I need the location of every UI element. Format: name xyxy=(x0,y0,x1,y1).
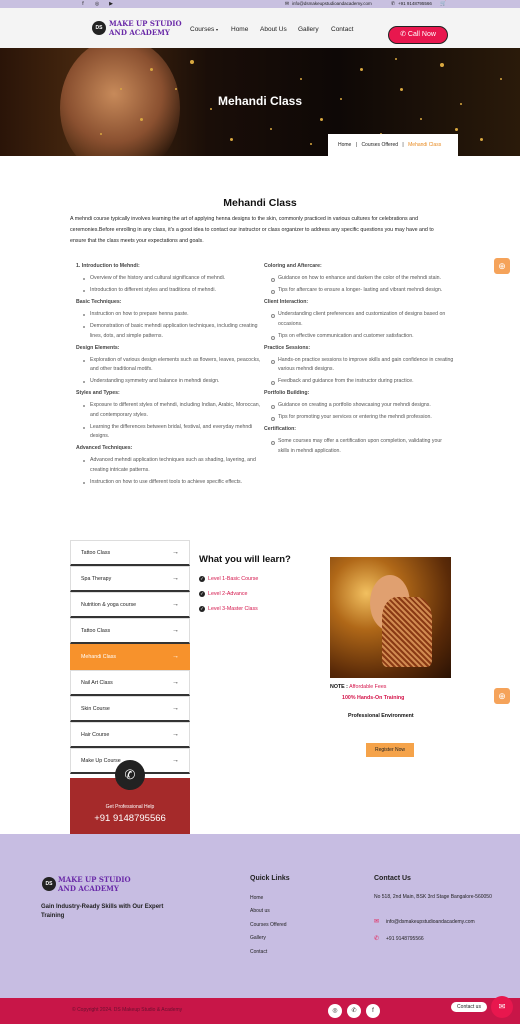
nav-contact[interactable]: Contact xyxy=(331,26,354,33)
section-bullet: Feedback and guidance from the instructor during practice. xyxy=(264,377,454,387)
breadcrumb: Home | Courses Offered | Mehandi Class xyxy=(328,134,458,156)
section-bullet: Instruction on how to use different tools to achieve specific effects. xyxy=(76,478,261,488)
syllabus-left-column xyxy=(76,262,261,490)
sidebar-item-label: Make Up Course xyxy=(81,758,121,764)
sidebar-item-label: Skin Course xyxy=(81,706,110,712)
sidebar-item[interactable] xyxy=(70,722,190,748)
sparkle-dot xyxy=(175,88,177,90)
youtube-icon[interactable]: ▶ xyxy=(109,1,113,7)
facebook-icon[interactable]: f xyxy=(82,1,84,7)
sparkle-dot xyxy=(270,128,272,130)
section-bullet: Tips for aftercare to ensure a longer- lasting and vibrant mehndi design. xyxy=(264,286,454,296)
arrow-right-icon: → xyxy=(172,549,179,556)
sparkle-dot xyxy=(190,60,194,64)
footer-logo-line1: MAKE UP STUDIO xyxy=(58,875,131,884)
arrow-right-icon: → xyxy=(172,705,179,712)
sidebar-item-label: Tattoo Class xyxy=(81,550,111,556)
nav-home[interactable]: Home xyxy=(231,26,249,33)
call-now-button[interactable]: ✆ Call Now xyxy=(388,26,448,44)
note-line: NOTE : Affordable Fees xyxy=(330,684,387,690)
sparkle-dot xyxy=(480,138,483,141)
section-bullet: Learning the differences between bridal, festival, and everyday mehndi designs. xyxy=(76,423,261,442)
section-bullet: Exposure to different styles of mehndi, including Indian, Arabic, Moroccan, and contemporary styles. xyxy=(76,401,261,420)
arrow-right-icon: → xyxy=(172,757,179,764)
sidebar-item-label: Hair Course xyxy=(81,732,110,738)
sidebar-item-label: Spa Therapy xyxy=(81,576,112,582)
instagram-icon[interactable]: ◎ xyxy=(328,1004,342,1018)
footer-link-about[interactable]: About us xyxy=(250,908,270,914)
section-heading: Design Elements: xyxy=(76,344,120,351)
side-float-icon[interactable]: ⊕ xyxy=(494,688,510,704)
footer-tagline: Gain Industry-Ready Skills with Our Expert Training xyxy=(41,904,164,919)
topbar-phone[interactable]: +91 9148795566 xyxy=(398,1,432,6)
footer-logo-line2: AND ACADEMY xyxy=(58,884,119,893)
footer-link-contact[interactable]: Contact xyxy=(250,949,268,955)
environment-text: Professional Environment xyxy=(348,713,414,719)
sparkle-dot xyxy=(420,118,422,120)
section-bullet: Guidance on how to enhance and darken the color of the mehndi stain. xyxy=(264,274,454,284)
section-heading: Coloring and Aftercare: xyxy=(264,263,322,269)
section-heading: Portfolio Building: xyxy=(264,390,310,396)
section-heading: Styles and Types: xyxy=(76,390,120,396)
sparkle-dot xyxy=(300,78,302,80)
arrow-right-icon: → xyxy=(172,731,179,738)
sparkle-dot xyxy=(100,133,102,135)
footer-address: No 518, 2nd Main, BSK 3rd Stage Bangalore-560050 xyxy=(374,894,492,900)
phone-icon[interactable]: ✆ xyxy=(115,760,145,790)
section-bullet: Exploration of various design elements such as flowers, leaves, peacocks, and other traditional motifs. xyxy=(76,356,261,375)
section-bullet: Tips for promoting your services or entering the mehndi profession. xyxy=(264,413,454,423)
sparkle-dot xyxy=(230,138,233,141)
sidebar-item[interactable] xyxy=(70,592,190,618)
learn-item: ✓ Level 1-Basic Course xyxy=(200,576,259,582)
section-heading: Basic Techniques: xyxy=(76,299,122,305)
hands-on-text: 100% Hands-On Training xyxy=(342,695,405,701)
arrow-right-icon: → xyxy=(172,679,179,686)
phone-icon: ✆ xyxy=(400,31,406,38)
arrow-right-icon: → xyxy=(172,575,179,582)
sparkle-dot xyxy=(395,58,397,60)
section-bullet: Guidance on creating a portfolio showcasing your mehndi designs. xyxy=(264,401,454,411)
section-heading: 1. Introduction to Mehndi: xyxy=(76,263,140,269)
learn-item: ✓ Level 3-Master Class xyxy=(200,606,258,612)
section-bullet: Advanced mehndi application techniques such as shading, layering, and creating intricate patterns. xyxy=(76,456,261,475)
mail-icon: ✉ xyxy=(284,1,290,7)
section-bullet: Introduction to different styles and traditions of mehndi. xyxy=(76,286,261,296)
sidebar-item[interactable] xyxy=(70,644,190,670)
photo-hand xyxy=(382,597,432,667)
top-bar xyxy=(0,0,520,8)
sidebar-item[interactable] xyxy=(70,540,190,566)
whatsapp-icon[interactable]: ✆ xyxy=(347,1004,361,1018)
help-label: Get Professional Help xyxy=(105,804,155,810)
mail-icon: ✉ xyxy=(374,919,380,925)
nav-gallery[interactable]: Gallery xyxy=(298,26,319,33)
sidebar-item-label: Nutrition & yoga course xyxy=(81,602,137,608)
sidebar-item-label: Mehandi Class xyxy=(81,654,117,660)
sidebar-item[interactable] xyxy=(70,618,190,644)
sparkle-dot xyxy=(455,128,458,131)
footer-logo-icon[interactable]: DS xyxy=(42,877,56,891)
learn-heading: What you will learn? xyxy=(199,554,291,565)
sparkle-dot xyxy=(310,143,312,145)
footer-email[interactable]: info@dsmakeupstudioandacademy.com xyxy=(386,919,475,925)
contact-heading: Contact Us xyxy=(374,875,411,882)
sidebar-item-label: Tattoo Class xyxy=(81,628,111,634)
topbar-email[interactable]: info@dsmakeupstudioandacademy.com xyxy=(292,1,372,6)
hero-title: Mehandi Class xyxy=(217,94,303,108)
cart-icon[interactable]: 🛒 xyxy=(440,1,447,7)
syllabus-right-column xyxy=(264,262,454,459)
learn-item: ✓ Level 2-Advance xyxy=(200,591,248,597)
breadcrumb-current: Mehandi Class xyxy=(408,142,442,148)
section-bullet: Demonstration of basic mehndi application techniques, including creating lines, dots, and simple patterns. xyxy=(76,322,261,341)
sidebar-item[interactable] xyxy=(70,670,190,696)
arrow-right-icon: → xyxy=(172,653,179,660)
arrow-right-icon: → xyxy=(172,627,179,634)
phone-icon: ✆ xyxy=(374,936,380,942)
section-heading: Advanced Techniques: xyxy=(76,445,133,451)
breadcrumb-home[interactable]: Home xyxy=(338,142,352,148)
sparkle-dot xyxy=(440,63,444,67)
facebook-icon[interactable]: f xyxy=(366,1004,380,1018)
footer-link-home[interactable]: Home xyxy=(250,895,264,901)
help-phone[interactable]: +91 9148795566 xyxy=(94,813,166,824)
site-footer xyxy=(0,834,520,998)
breadcrumb-courses[interactable]: Courses Offered xyxy=(361,142,399,148)
section-bullet: Hands-on practice sessions to improve skills and gain confidence in creating various mehndi designs. xyxy=(264,356,454,375)
sidebar-item-label: Nail Art Class xyxy=(81,680,113,686)
section-bullet: Some courses may offer a certification upon completion, validating your skills in mehndi application. xyxy=(264,437,454,456)
section-bullet: Tips on effective communication and customer satisfaction. xyxy=(264,332,454,342)
footer-link-courses[interactable]: Courses Offered xyxy=(250,922,287,928)
arrow-right-icon: → xyxy=(172,601,179,608)
intro-paragraph: A mehndi course typically involves learning the art of applying henna designs to the skin, commonly practiced in various cultures for celebrations and ceremonies.Before enrolling in any class, it's a good idea to contact our instructor or class organizer to address any specific questions you may have and to ensure that the class meets your expectations and goals. xyxy=(70,216,434,244)
contact-us-label[interactable]: Contact us xyxy=(451,1002,487,1012)
register-now-button[interactable]: Register Now xyxy=(366,743,414,757)
bottom-bar xyxy=(0,998,520,1024)
footer-link-gallery[interactable]: Gallery xyxy=(250,935,266,941)
section-bullet: Understanding client preferences and customization of designs based on occasions. xyxy=(264,310,454,329)
instagram-icon[interactable]: ◎ xyxy=(94,1,100,7)
page-title: Mehandi Class xyxy=(223,197,297,209)
nav-courses[interactable]: Courses ▾ xyxy=(190,26,219,33)
copyright: © Copyright 2024. DS Makeup Studio & Academy xyxy=(72,1007,183,1013)
sidebar-item[interactable] xyxy=(70,566,190,592)
sidebar-item[interactable] xyxy=(70,696,190,722)
sparkle-dot xyxy=(210,108,212,110)
check-icon: ✓ xyxy=(200,591,204,596)
chevron-down-icon: ▾ xyxy=(216,27,219,32)
sparkle-dot xyxy=(400,88,403,91)
section-bullet: Understanding symmetry and balance in mehndi design. xyxy=(76,377,261,387)
check-icon: ✓ xyxy=(200,576,204,581)
site-header xyxy=(0,8,520,48)
sparkle-dot xyxy=(140,118,143,121)
section-bullet: Overview of the history and cultural significance of mehndi. xyxy=(76,274,261,284)
check-icon: ✓ xyxy=(200,606,204,611)
sparkle-dot xyxy=(500,78,502,80)
help-box xyxy=(70,767,190,834)
mehndi-photo xyxy=(330,557,451,678)
sparkle-dot xyxy=(120,88,122,90)
footer-phone[interactable]: +91 9148795566 xyxy=(386,936,424,942)
section-bullet: Instruction on how to prepare henna paste. xyxy=(76,310,261,320)
sparkle-dot xyxy=(360,68,363,71)
quick-links-heading: Quick Links xyxy=(250,875,290,882)
section-heading: Practice Sessions: xyxy=(264,344,311,351)
course-sidebar xyxy=(70,540,190,774)
nav-about[interactable]: About Us xyxy=(260,26,287,33)
logo-line1[interactable]: MAKE UP STUDIO xyxy=(109,19,182,28)
side-float-icon[interactable]: ⊕ xyxy=(494,258,510,274)
section-heading: Client Interaction: xyxy=(264,299,309,305)
logo-line2[interactable]: AND ACADEMY xyxy=(109,28,170,37)
sparkle-dot xyxy=(150,68,153,71)
chat-icon[interactable]: ✉ xyxy=(491,996,513,1018)
phone-icon: ✆ xyxy=(390,1,396,7)
logo-icon[interactable]: DS xyxy=(92,21,106,35)
section-heading: Certification: xyxy=(264,426,296,432)
sparkle-dot xyxy=(320,118,323,121)
